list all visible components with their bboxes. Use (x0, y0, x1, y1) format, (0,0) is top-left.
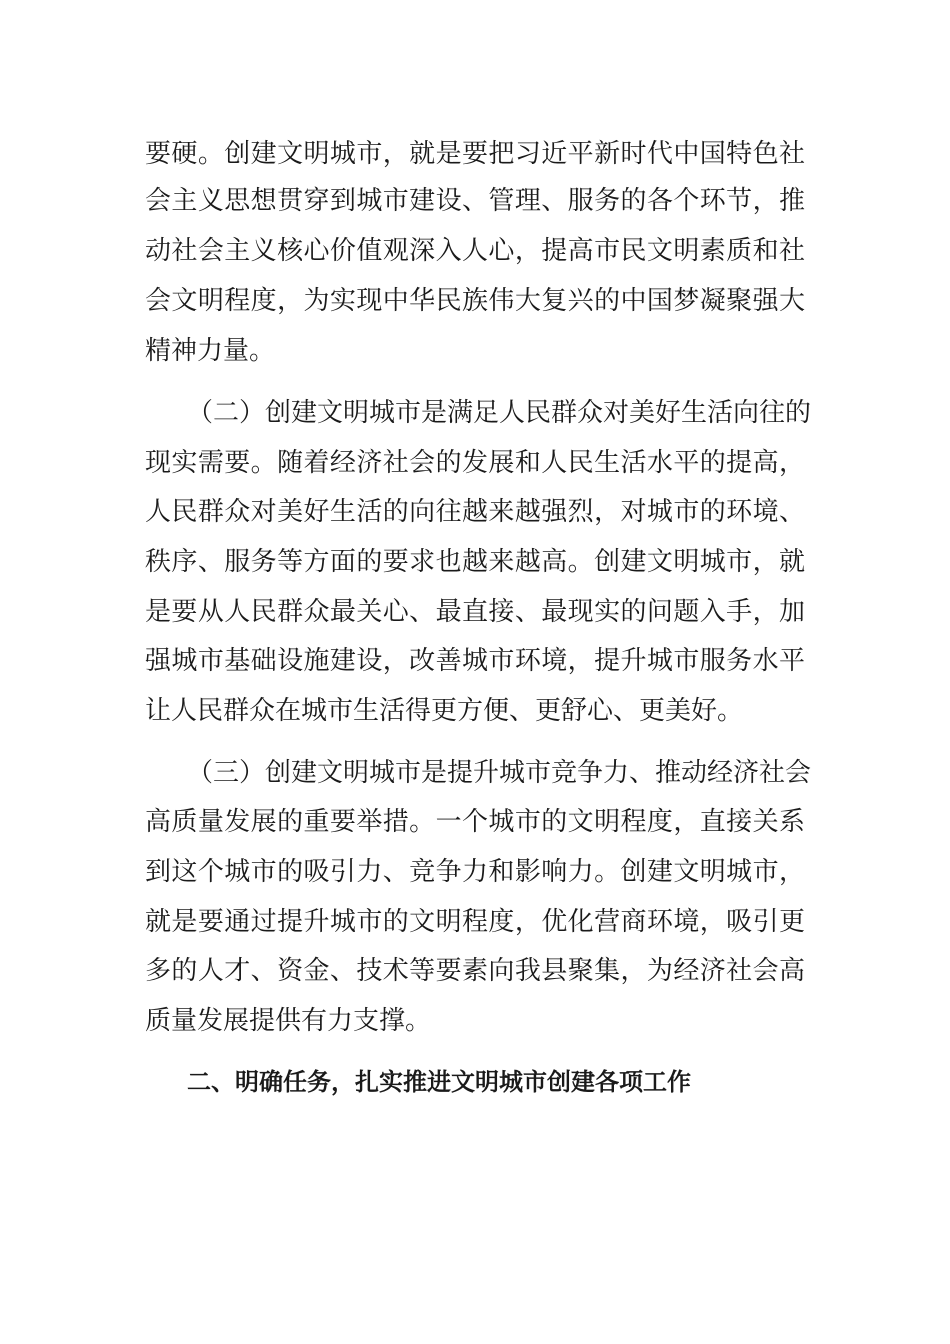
section-heading: 二、明确任务，扎实推进文明城市创建各项工作 (187, 1068, 691, 1096)
paragraph-3-line-3: 到这个城市的吸引力、竞争力和影响力。创建文明城市， (145, 857, 805, 887)
paragraph-1-line-5: 精神力量。 (145, 336, 276, 366)
paragraph-2-line-1: （二）创建文明城市是满足人民群众对美好生活向往的 (187, 398, 812, 428)
paragraph-3-line-1: （三）创建文明城市是提升城市竞争力、推动经济社会 (187, 758, 812, 788)
paragraph-3-line-5: 多的人才、资金、技术等要素向我县聚集，为经济社会高 (145, 956, 805, 986)
paragraph-2-line-3: 人民群众对美好生活的向往越来越强烈，对城市的环境、 (145, 497, 805, 527)
paragraph-2-line-5: 是要从人民群众最关心、最直接、最现实的问题入手，加 (145, 597, 805, 627)
paragraph-1-line-1: 要硬。创建文明城市，就是要把习近平新时代中国特色社 (145, 139, 805, 169)
paragraph-2-line-7: 让人民群众在城市生活得更方便、更舒心、更美好。 (145, 696, 744, 726)
paragraph-2-line-4: 秩序、服务等方面的要求也越来越高。创建文明城市，就 (145, 547, 805, 577)
paragraph-1-line-2: 会主义思想贯穿到城市建设、管理、服务的各个环节，推 (145, 186, 805, 216)
paragraph-3-line-6: 质量发展提供有力支撑。 (145, 1006, 432, 1036)
paragraph-1-line-4: 会文明程度，为实现中华民族伟大复兴的中国梦凝聚强大 (145, 286, 805, 316)
paragraph-2-line-6: 强城市基础设施建设，改善城市环境，提升城市服务水平 (145, 646, 805, 676)
paragraph-3-line-2: 高质量发展的重要举措。一个城市的文明程度，直接关系 (145, 807, 805, 837)
paragraph-3-line-4: 就是要通过提升城市的文明程度，优化营商环境，吸引更 (145, 907, 805, 937)
paragraph-1-line-3: 动社会主义核心价值观深入人心，提高市民文明素质和社 (145, 236, 805, 266)
paragraph-2-line-2: 现实需要。随着经济社会的发展和人民生活水平的提高， (145, 448, 805, 478)
